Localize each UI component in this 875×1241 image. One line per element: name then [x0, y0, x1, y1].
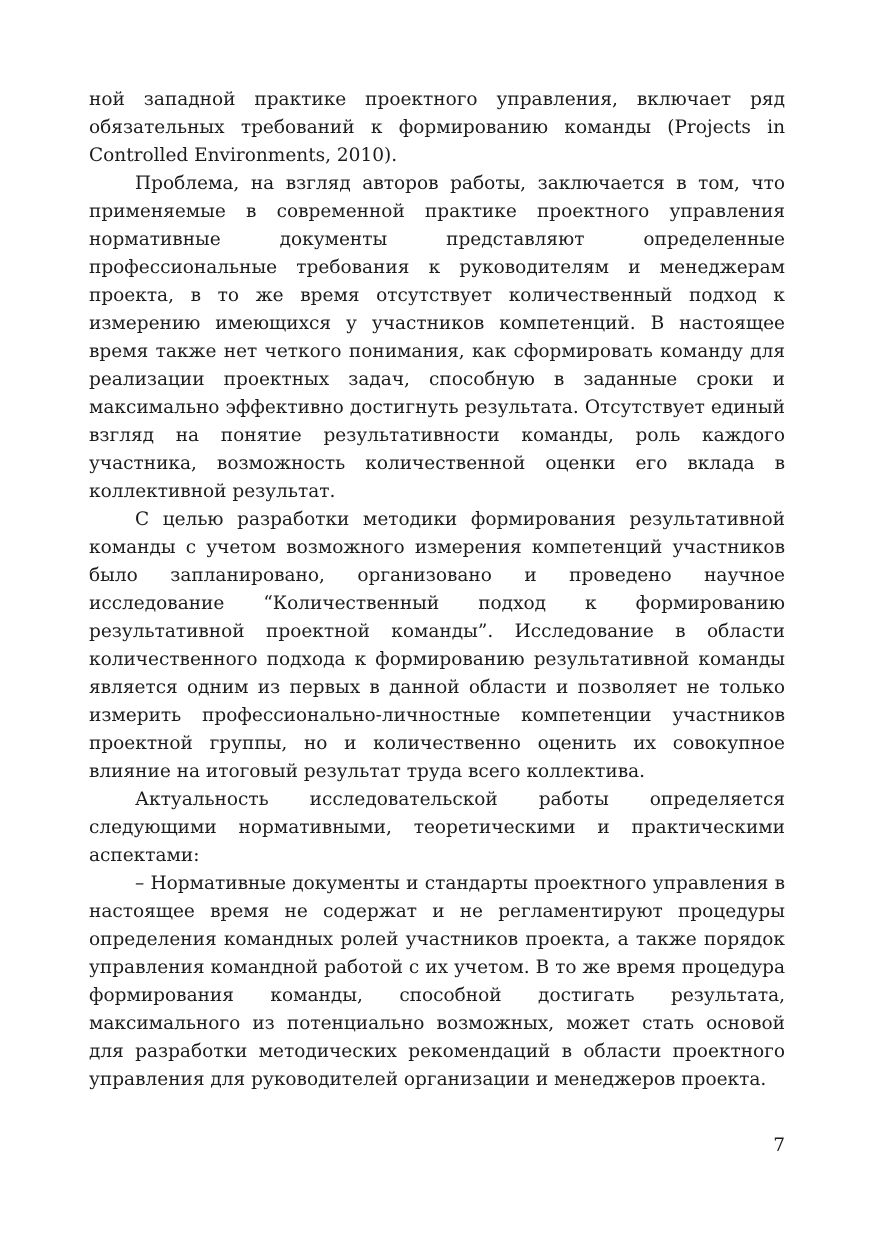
list-item-normative: – Нормативные документы и стандарты проектного управления в настоящее время не содержат и не регламентируют процедуры определения командных ролей участников проекта, а также порядок управления командной работой с их учетом. В то же время процедура формирования команды, способной достигать результата, максимального из потенциально возможных, может стать основой для разработки методических рекомендаций в области проектного управления для руководителей организации и менеджеров проекта.	[89, 873, 785, 1090]
paragraph-research-goal: С целью разработки методики формирования результативной команды с учетом возможного измерения компетенций участников было запланировано, организовано и проведено научное исследование “Количественный подход к формированию результативной проектной команды”. Исследование в области количественного подхода к формированию результативной команды является одним из первых в данной области и позволяет не только измерить профессионально-личностные компетенции участников проектной группы, но и количественно оценить их совокупное влияние на итоговый результат труда всего коллектива.	[89, 509, 785, 782]
page-number: 7	[773, 1135, 785, 1156]
body-text	[89, 86, 785, 1094]
paragraph-relevance: Актуальность исследовательской работы определяется следующими нормативными, теоретическими и практическими аспектами:	[89, 789, 785, 866]
paragraph-continuation: ной западной практике проектного управления, включает ряд обязательных требований к формированию команды (Projects in Controlled Environments, 2010).	[89, 89, 785, 166]
paragraph-problem: Проблема, на взгляд авторов работы, заключается в том, что применяемые в современной практике проектного управления нормативные документы представляют определенные профессиональные требования к руководителям и менеджерам проекта, в то же время отсутствует количественный подход к измерению имеющихся у участников компетенций. В настоящее время также нет четкого понимания, как сформировать команду для реализации проектных задач, способную в заданные сроки и максимально эффективно достигнуть результата. Отсутствует единый взгляд на понятие результативности команды, роль каждого участника, возможность количественной оценки его вклада в коллективной результат.	[89, 173, 785, 502]
